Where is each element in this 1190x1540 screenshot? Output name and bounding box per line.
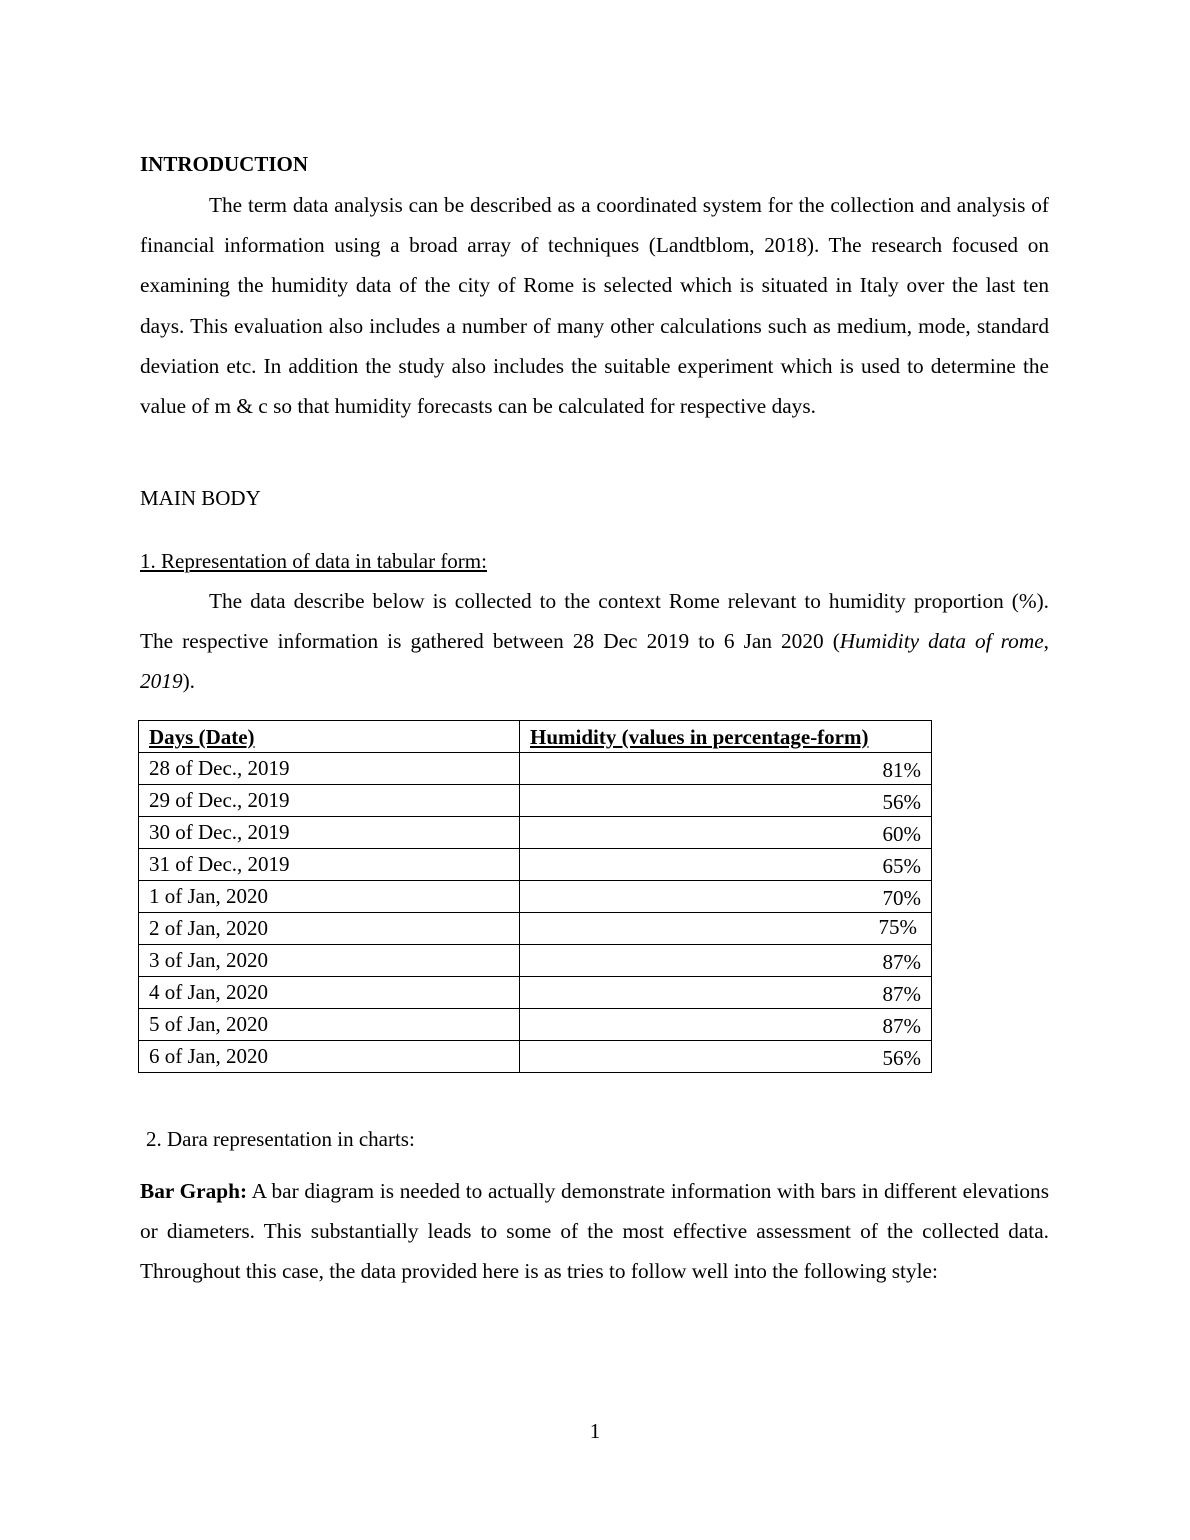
- row-day: 4 of Jan, 2020: [139, 977, 520, 1009]
- row-value: 70%: [520, 881, 932, 913]
- row-day: 30 of Dec., 2019: [139, 817, 520, 849]
- table-row: [139, 817, 932, 849]
- row-value: 87%: [520, 1009, 932, 1041]
- citation-title: Humidity data of rome: [839, 629, 1044, 654]
- bar-graph-text: A bar diagram is needed to actually demonstrate information with bars in different elevations or diameters. This substantially leads to some of the most effective assessment of the collected data. Throughout this case, the data provided here is as tries to follow well into the following style:: [140, 1179, 1049, 1284]
- main-body-heading: MAIN BODY: [140, 486, 261, 510]
- row-value: 87%: [520, 977, 932, 1009]
- row-value: 56%: [520, 785, 932, 817]
- table-header-row: [139, 721, 932, 753]
- bar-graph-paragraph: [140, 1171, 1049, 1292]
- page-number: 1: [589, 1419, 601, 1443]
- row-day: 1 of Jan, 2020: [139, 881, 520, 913]
- section1-text-after: ).: [182, 669, 196, 694]
- introduction-paragraph: The term data analysis can be described as a coordinated system for the collection and analysis of financial information using a broad array of techniques (Landtblom, 2018). The research focused on examining the humidity data of the city of Rome is selected which is situated in Italy over the last ten days. This evaluation also includes a number of many other calculations such as medium, mode, standard deviation etc. In addition the study also includes the suitable experiment which is used to determine the value of m & c so that humidity forecasts can be calculated for respective days.: [140, 193, 1049, 419]
- row-day: 2 of Jan, 2020: [139, 913, 520, 945]
- citation-year: 2019: [140, 669, 183, 694]
- row-value: 60%: [520, 817, 932, 849]
- humidity-table: [138, 720, 932, 1073]
- row-day: 5 of Jan, 2020: [139, 1009, 520, 1041]
- table-row: [139, 849, 932, 881]
- row-day: 3 of Jan, 2020: [139, 945, 520, 977]
- row-day: 28 of Dec., 2019: [139, 753, 520, 785]
- row-value: 75%: [520, 913, 932, 945]
- table-row: [139, 785, 932, 817]
- table-row: [139, 977, 932, 1009]
- section2-heading: 2. Dara representation in charts:: [146, 1127, 415, 1151]
- row-value: 87%: [520, 945, 932, 977]
- section1-heading: 1. Representation of data in tabular form:: [140, 549, 487, 573]
- table-row: [139, 1009, 932, 1041]
- row-day: 29 of Dec., 2019: [139, 785, 520, 817]
- row-day: 6 of Jan, 2020: [139, 1041, 520, 1073]
- row-value: 65%: [520, 849, 932, 881]
- table-row: [139, 1041, 932, 1073]
- header-days: Days (Date): [139, 721, 520, 753]
- citation-separator: ,: [1043, 629, 1049, 654]
- header-humidity: Humidity (values in percentage-form): [520, 721, 932, 753]
- table-row: [139, 881, 932, 913]
- section1-text-before: The data describe below is collected to the context Rome relevant to humidity proportion (%). The respective information is gathered between 28 Dec 2019 to 6 Jan 2020 (: [140, 589, 1049, 654]
- table-row: [139, 913, 932, 945]
- introduction-heading: INTRODUCTION: [140, 152, 309, 176]
- row-value: 81%: [520, 753, 932, 785]
- table-row: [139, 753, 932, 785]
- bar-graph-label: Bar Graph:: [140, 1179, 248, 1203]
- row-value: 56%: [520, 1041, 932, 1073]
- section1-paragraph: [140, 581, 1049, 702]
- table-row: [139, 945, 932, 977]
- row-day: 31 of Dec., 2019: [139, 849, 520, 881]
